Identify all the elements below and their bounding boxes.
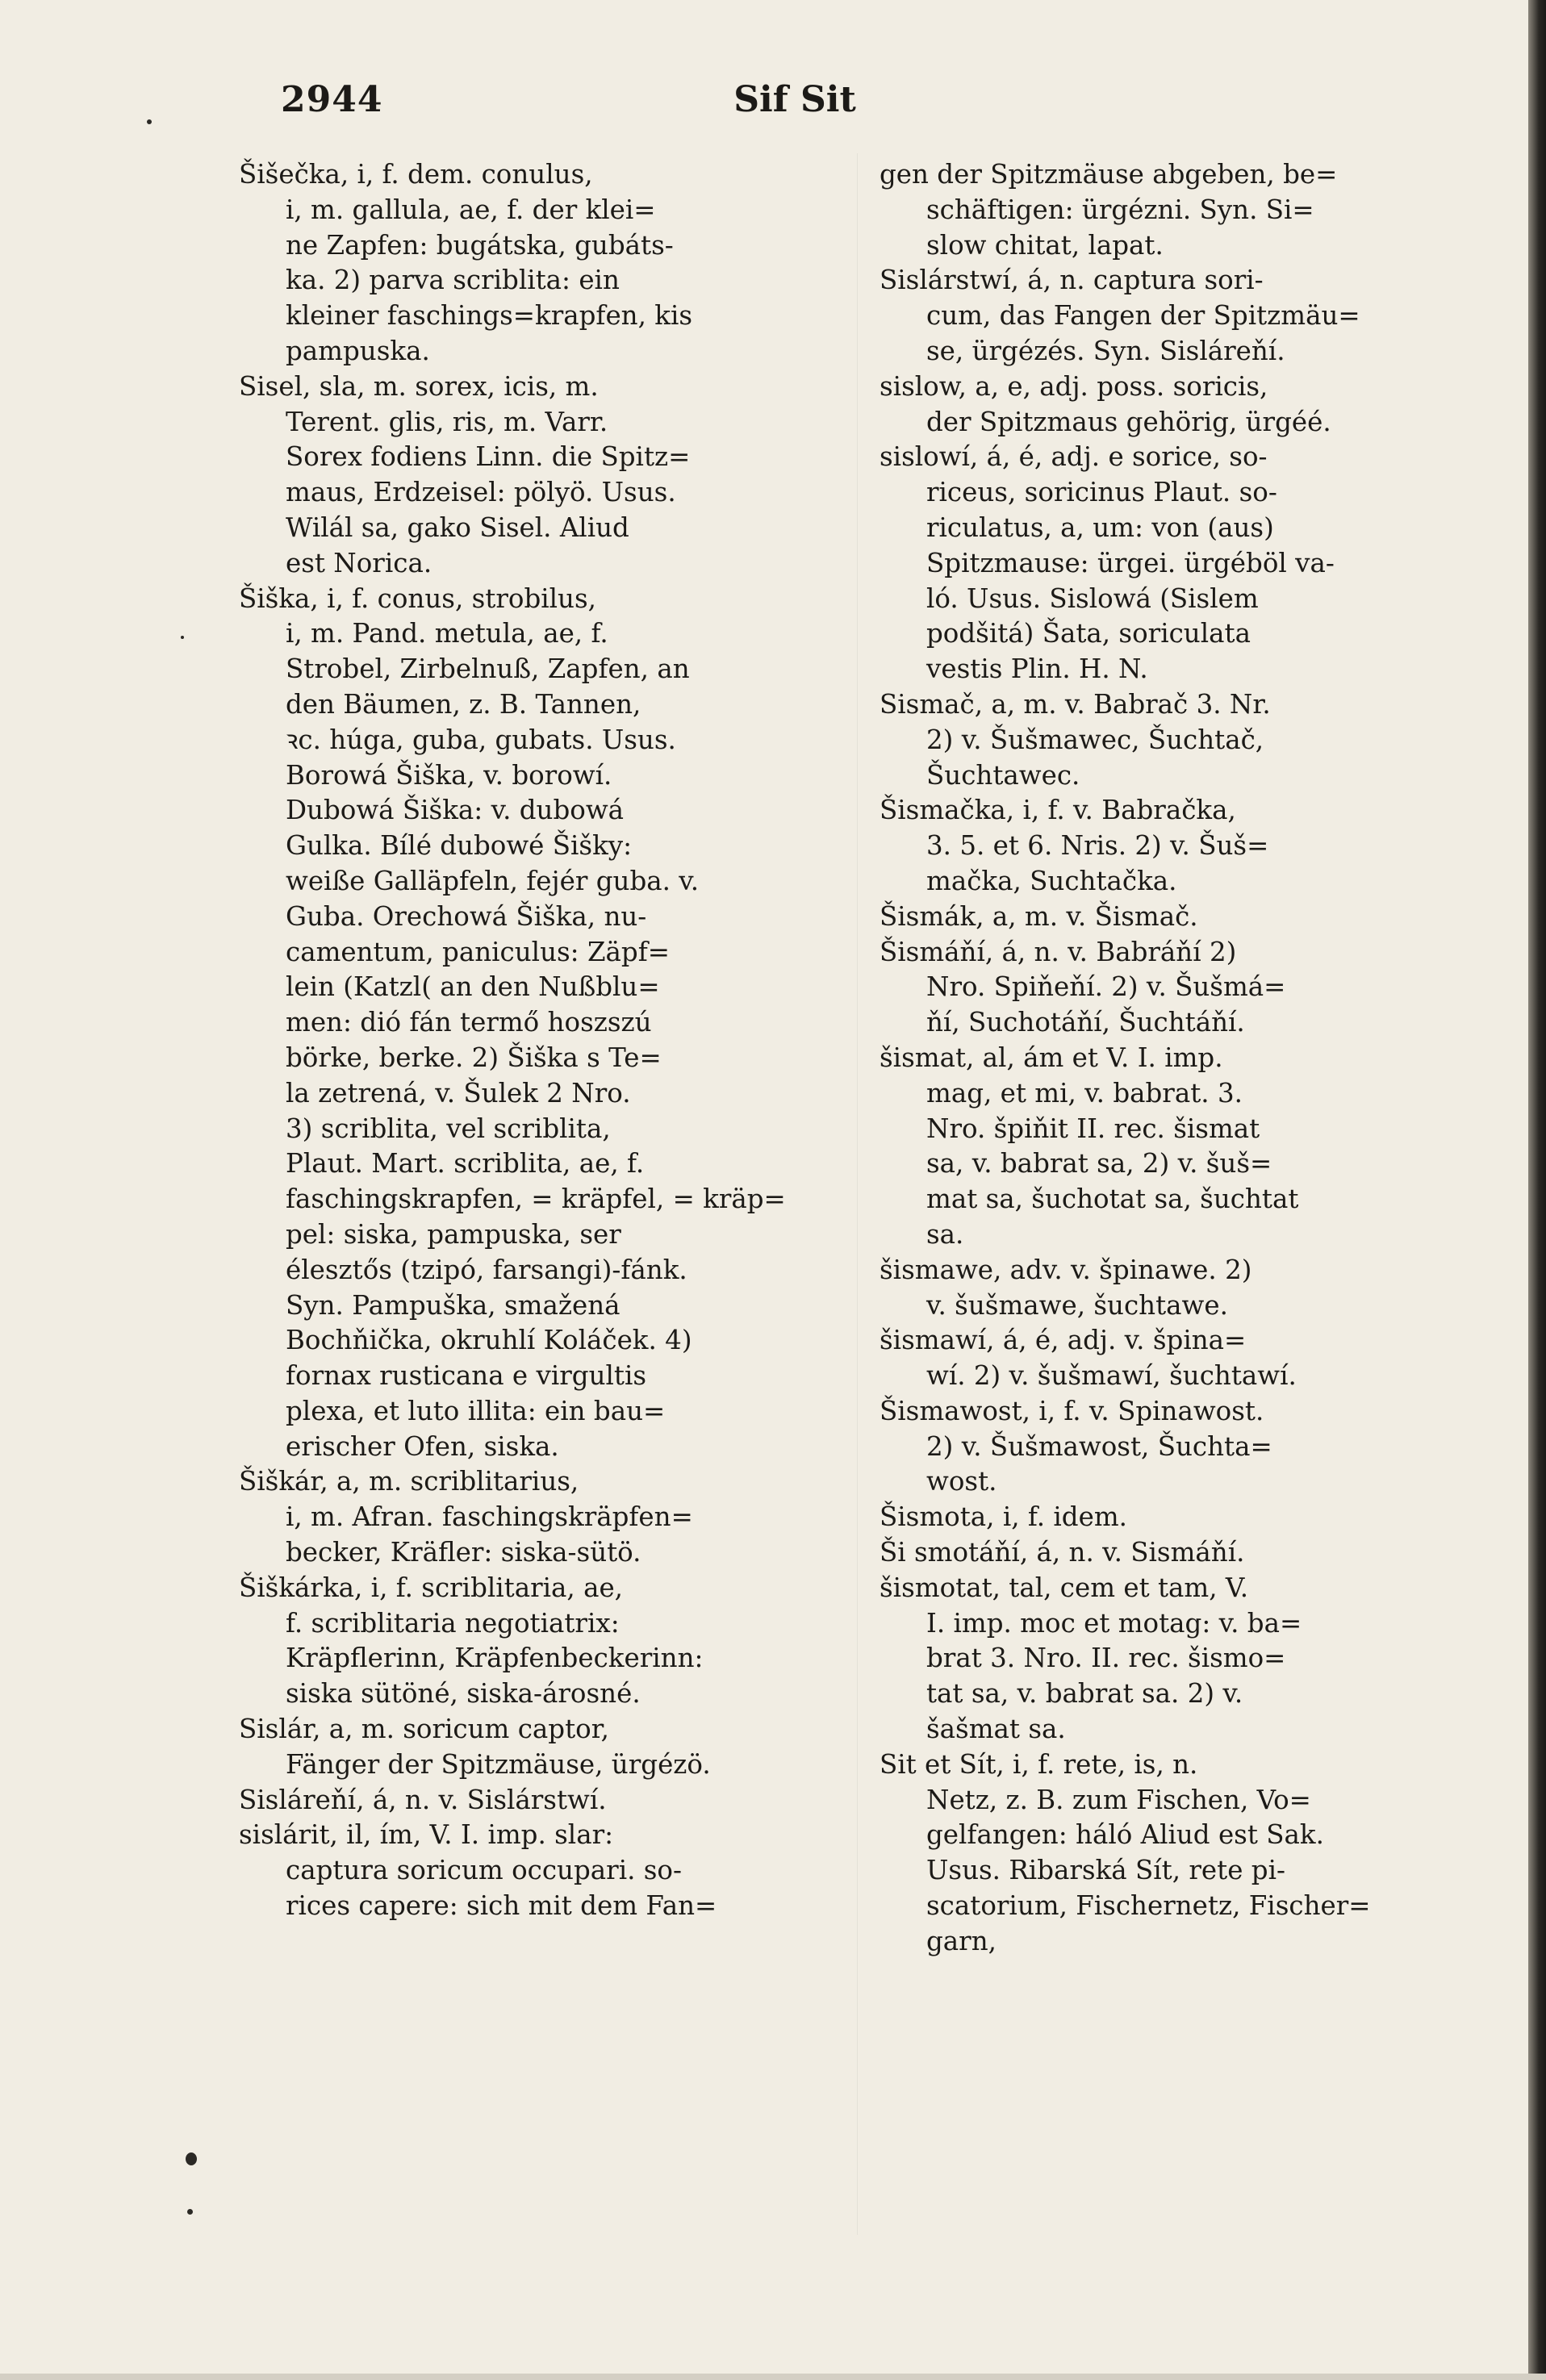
entry-line: Plaut. Mart. scriblita, ae, f.: [286, 1148, 645, 1180]
entry-line: v. šušmawe, šuchtawe.: [926, 1289, 1228, 1321]
entry-line: Fänger der Spitzmäuse, ürgézö.: [286, 1748, 711, 1780]
entry-line: sa.: [926, 1218, 964, 1250]
entry-line: i, m. gallula, ae, f. der klei=: [286, 194, 656, 225]
entry-line: kleiner faschings=krapfen, kis: [286, 300, 693, 332]
book-spine-edge: [1528, 0, 1546, 2380]
entry-line: ne Zapfen: bugátska, gubáts-: [286, 229, 674, 261]
entry-line: Šismawost, i, f. v. Spinawost.: [880, 1395, 1264, 1426]
scan-speck: [186, 2152, 197, 2165]
entry-line: gelfangen: háló Aliud est Sak.: [926, 1819, 1324, 1851]
entry-line: Spitzmause: ürgei. ürgéböl va-: [926, 547, 1335, 578]
entry-line: I. imp. moc et motag: v. ba=: [926, 1607, 1302, 1639]
entry-line: men: dió fán termő hoszszú: [286, 1007, 652, 1038]
entry-line: cum, das Fangen der Spitzmäu=: [926, 300, 1360, 332]
dictionary-entry-siska: [239, 582, 826, 1465]
entry-line: tat sa, v. babrat sa. 2) v.: [926, 1678, 1243, 1710]
entry-line: Šiškár, a, m. scriblitarius,: [239, 1466, 579, 1497]
entry-line: Borowá Šiška, v. borowí.: [286, 759, 612, 791]
entry-line: sislow, a, e, adj. poss. soricis,: [880, 370, 1268, 402]
page-bottom-edge: [0, 2374, 1546, 2380]
entry-line: Usus. Ribarská Sít, rete pi-: [926, 1855, 1285, 1886]
dictionary-entry-sit: [880, 1747, 1457, 1960]
running-head: Sif Sit: [733, 79, 856, 120]
page-number: 2944: [281, 79, 383, 120]
entry-line: captura soricum occupari. so-: [286, 1855, 682, 1886]
dictionary-entry-sismota: [880, 1500, 1457, 1535]
entry-line: sislárit, il, ím, V. I. imp. slar:: [239, 1819, 614, 1851]
scan-speck: [181, 636, 184, 639]
entry-line: podšitá) Šata, soriculata: [926, 618, 1251, 649]
entry-line: faschingskrapfen, = kräpfel, = kräp=: [286, 1184, 786, 1215]
dictionary-entry-sislow: [880, 370, 1457, 441]
entry-line: fornax rusticana e virgultis: [286, 1360, 647, 1392]
entry-line: Dubowá Šiška: v. dubowá: [286, 795, 625, 826]
dictionary-entry-sisecka: [239, 157, 826, 370]
entry-line: Šismota, i, f. idem.: [880, 1501, 1127, 1533]
right-column: [880, 157, 1457, 1960]
entry-line: est Norica.: [286, 547, 432, 578]
dictionary-entry-sismani: [880, 935, 1457, 1041]
entry-line: riculatus, a, um: von (aus): [926, 511, 1274, 543]
entry-line: se, ürgézés. Syn. Sisláreňí.: [926, 335, 1285, 366]
entry-line: lein (Katzl( an den Nußblu=: [286, 971, 660, 1003]
dictionary-entry-sismat: [880, 1041, 1457, 1253]
entry-line: Šuchtawec.: [926, 759, 1080, 791]
entry-line: brat 3. Nro. II. rec. šismo=: [926, 1643, 1286, 1674]
entry-line: mat sa, šuchotat sa, šuchtat: [926, 1184, 1299, 1215]
entry-line: Nro. Spiňeňí. 2) v. Šušmá=: [926, 971, 1286, 1003]
entry-line: Guba. Orechowá Šiška, nu-: [286, 900, 647, 932]
entry-line: Šismáňí, á, n. v. Babráňí 2): [880, 936, 1237, 967]
entry-line: Sisláreňí, á, n. v. Sislárstwí.: [239, 1784, 607, 1815]
entry-line: wost.: [926, 1466, 997, 1497]
dictionary-entry-sismac: [880, 687, 1457, 793]
entry-line: sislowí, á, é, adj. e sorice, so-: [880, 441, 1268, 473]
entry-line: becker, Kräfler: siska-sütö.: [286, 1537, 641, 1568]
entry-line: rices capere: sich mit dem Fan=: [286, 1890, 717, 1922]
entry-line: 2) v. Šušmawec, Šuchtač,: [926, 724, 1264, 755]
entry-line: Nro. špiňit II. rec. šismat: [926, 1113, 1260, 1144]
entry-line: Sorex fodiens Linn. die Spitz=: [286, 441, 691, 473]
entry-line: Gulka. Bílé dubowé Šišky:: [286, 830, 633, 862]
entry-line: slow chitat, lapat.: [926, 229, 1164, 261]
dictionary-entry-sislarstwi: [880, 263, 1457, 369]
entry-line: ló. Usus. Sislowá (Sislem: [926, 582, 1259, 614]
entry-line: garn,: [926, 1925, 997, 1956]
dictionary-entry-sismacka: [880, 793, 1457, 899]
entry-line: 2) v. Šušmawost, Šuchta=: [926, 1430, 1272, 1462]
entry-line: erischer Ofen, siska.: [286, 1430, 559, 1462]
entry-line: camentum, paniculus: Zäpf=: [286, 936, 670, 967]
entry-line: élesztős (tzipó, farsangi)-fánk.: [286, 1254, 687, 1285]
entry-line: vestis Plin. H. N.: [926, 653, 1148, 685]
dictionary-entry-sismawi: [880, 1323, 1457, 1394]
entry-line: Bochňička, okruhlí Koláček. 4): [286, 1325, 692, 1356]
entry-line: 3) scriblita, vel scriblita,: [286, 1113, 611, 1144]
dictionary-entry-sislareni: [239, 1783, 826, 1818]
dictionary-entry-siskar: [239, 1464, 826, 1570]
entry-line: Šišečka, i, f. dem. conulus,: [239, 159, 593, 190]
entry-line: Syn. Pampuška, smažená: [286, 1289, 620, 1321]
scan-speck: [187, 2209, 193, 2215]
entry-line: sa, v. babrat sa, 2) v. šuš=: [926, 1148, 1272, 1180]
entry-line: šismawí, á, é, adj. v. špina=: [880, 1325, 1247, 1356]
left-column: [239, 157, 826, 1924]
entry-continuation: [880, 157, 1457, 263]
entry-line: wí. 2) v. šušmawí, šuchtawí.: [926, 1360, 1297, 1392]
entry-line: Šiška, i, f. conus, strobilus,: [239, 582, 597, 614]
entry-line: Terent. glis, ris, m. Varr.: [286, 406, 608, 437]
entry-line: šašmat sa.: [926, 1714, 1066, 1745]
entry-line: f. scriblitaria negotiatrix:: [286, 1607, 620, 1639]
scan-speck: [147, 119, 152, 124]
entry-line: ňí, Suchotáňí, Šuchtáňí.: [926, 1007, 1245, 1038]
dictionary-entry-sisel: [239, 370, 826, 582]
entry-line: den Bäumen, z. B. Tannen,: [286, 688, 641, 720]
entry-line: ꝛc. húga, guba, gubats. Usus.: [286, 724, 676, 755]
dictionary-entry-siskarka: [239, 1571, 826, 1712]
dictionary-entry-sismotat: [880, 1571, 1457, 1747]
entry-line: maus, Erdzeisel: pölyö. Usus.: [286, 477, 676, 508]
entry-line: Sismač, a, m. v. Babrač 3. Nr.: [880, 688, 1271, 720]
entry-line: Sisel, sla, m. sorex, icis, m.: [239, 370, 599, 402]
dictionary-entry-sismotani: [880, 1535, 1457, 1571]
dictionary-entry-sislar: [239, 1712, 826, 1783]
entry-line: i, m. Afran. faschingskräpfen=: [286, 1501, 693, 1533]
entry-line: pampuska.: [286, 335, 430, 366]
entry-line: šismat, al, ám et V. I. imp.: [880, 1042, 1223, 1073]
entry-line: börke, berke. 2) Šiška s Te=: [286, 1042, 662, 1073]
entry-line: Kräpflerinn, Kräpfenbeckerinn:: [286, 1643, 704, 1674]
entry-line: la zetrená, v. Šulek 2 Nro.: [286, 1077, 631, 1109]
dictionary-entry-sislowi: [880, 440, 1457, 687]
entry-line: Strobel, Zirbelnuß, Zapfen, an: [286, 653, 690, 685]
entry-line: šismawe, adv. v. špinawe. 2): [880, 1254, 1252, 1285]
entry-line: Sit et Sít, i, f. rete, is, n.: [880, 1748, 1198, 1780]
entry-line: šismotat, tal, cem et tam, V.: [880, 1572, 1249, 1603]
dictionary-entry-sismawe: [880, 1253, 1457, 1324]
entry-line: der Spitzmaus gehörig, ürgéé.: [926, 406, 1331, 437]
entry-line: mačka, Suchtačka.: [926, 865, 1177, 896]
entry-line: Šismák, a, m. v. Šismač.: [880, 900, 1198, 932]
entry-line: Sislár, a, m. soricum captor,: [239, 1714, 610, 1745]
entry-line: i, m. Pand. metula, ae, f.: [286, 618, 608, 649]
entry-line: mag, et mi, v. babrat. 3.: [926, 1077, 1243, 1109]
column-gutter: [857, 153, 858, 2235]
entry-line: weiße Galläpfeln, fejér guba. v.: [286, 865, 700, 896]
entry-line: ka. 2) parva scriblita: ein: [286, 265, 620, 296]
entry-line: Šiškárka, i, f. scriblitaria, ae,: [239, 1572, 624, 1603]
entry-line: schäftigen: ürgézni. Syn. Si=: [926, 194, 1314, 225]
dictionary-entry-sismak: [880, 900, 1457, 935]
entry-line: gen der Spitzmäuse abgeben, be=: [880, 159, 1338, 190]
entry-line: Ši smotáňí, á, n. v. Sismáňí.: [880, 1537, 1245, 1568]
entry-line: riceus, soricinus Plaut. so-: [926, 477, 1277, 508]
entry-line: pel: siska, pampuska, ser: [286, 1218, 621, 1250]
entry-line: plexa, et luto illita: ein bau=: [286, 1395, 666, 1426]
entry-line: Šismačka, i, f. v. Babračka,: [880, 795, 1236, 826]
entry-line: Sislárstwí, á, n. captura sori-: [880, 265, 1264, 296]
entry-line: siska sütöné, siska-árosné.: [286, 1678, 641, 1710]
dictionary-entry-sislarit: [239, 1818, 826, 1923]
entry-line: 3. 5. et 6. Nris. 2) v. Šuš=: [926, 830, 1269, 862]
dictionary-entry-sismawost: [880, 1394, 1457, 1500]
entry-line: scatorium, Fischernetz, Fischer=: [926, 1890, 1371, 1922]
entry-line: Netz, z. B. zum Fischen, Vo=: [926, 1784, 1311, 1815]
entry-line: Wilál sa, gako Sisel. Aliud: [286, 511, 629, 543]
